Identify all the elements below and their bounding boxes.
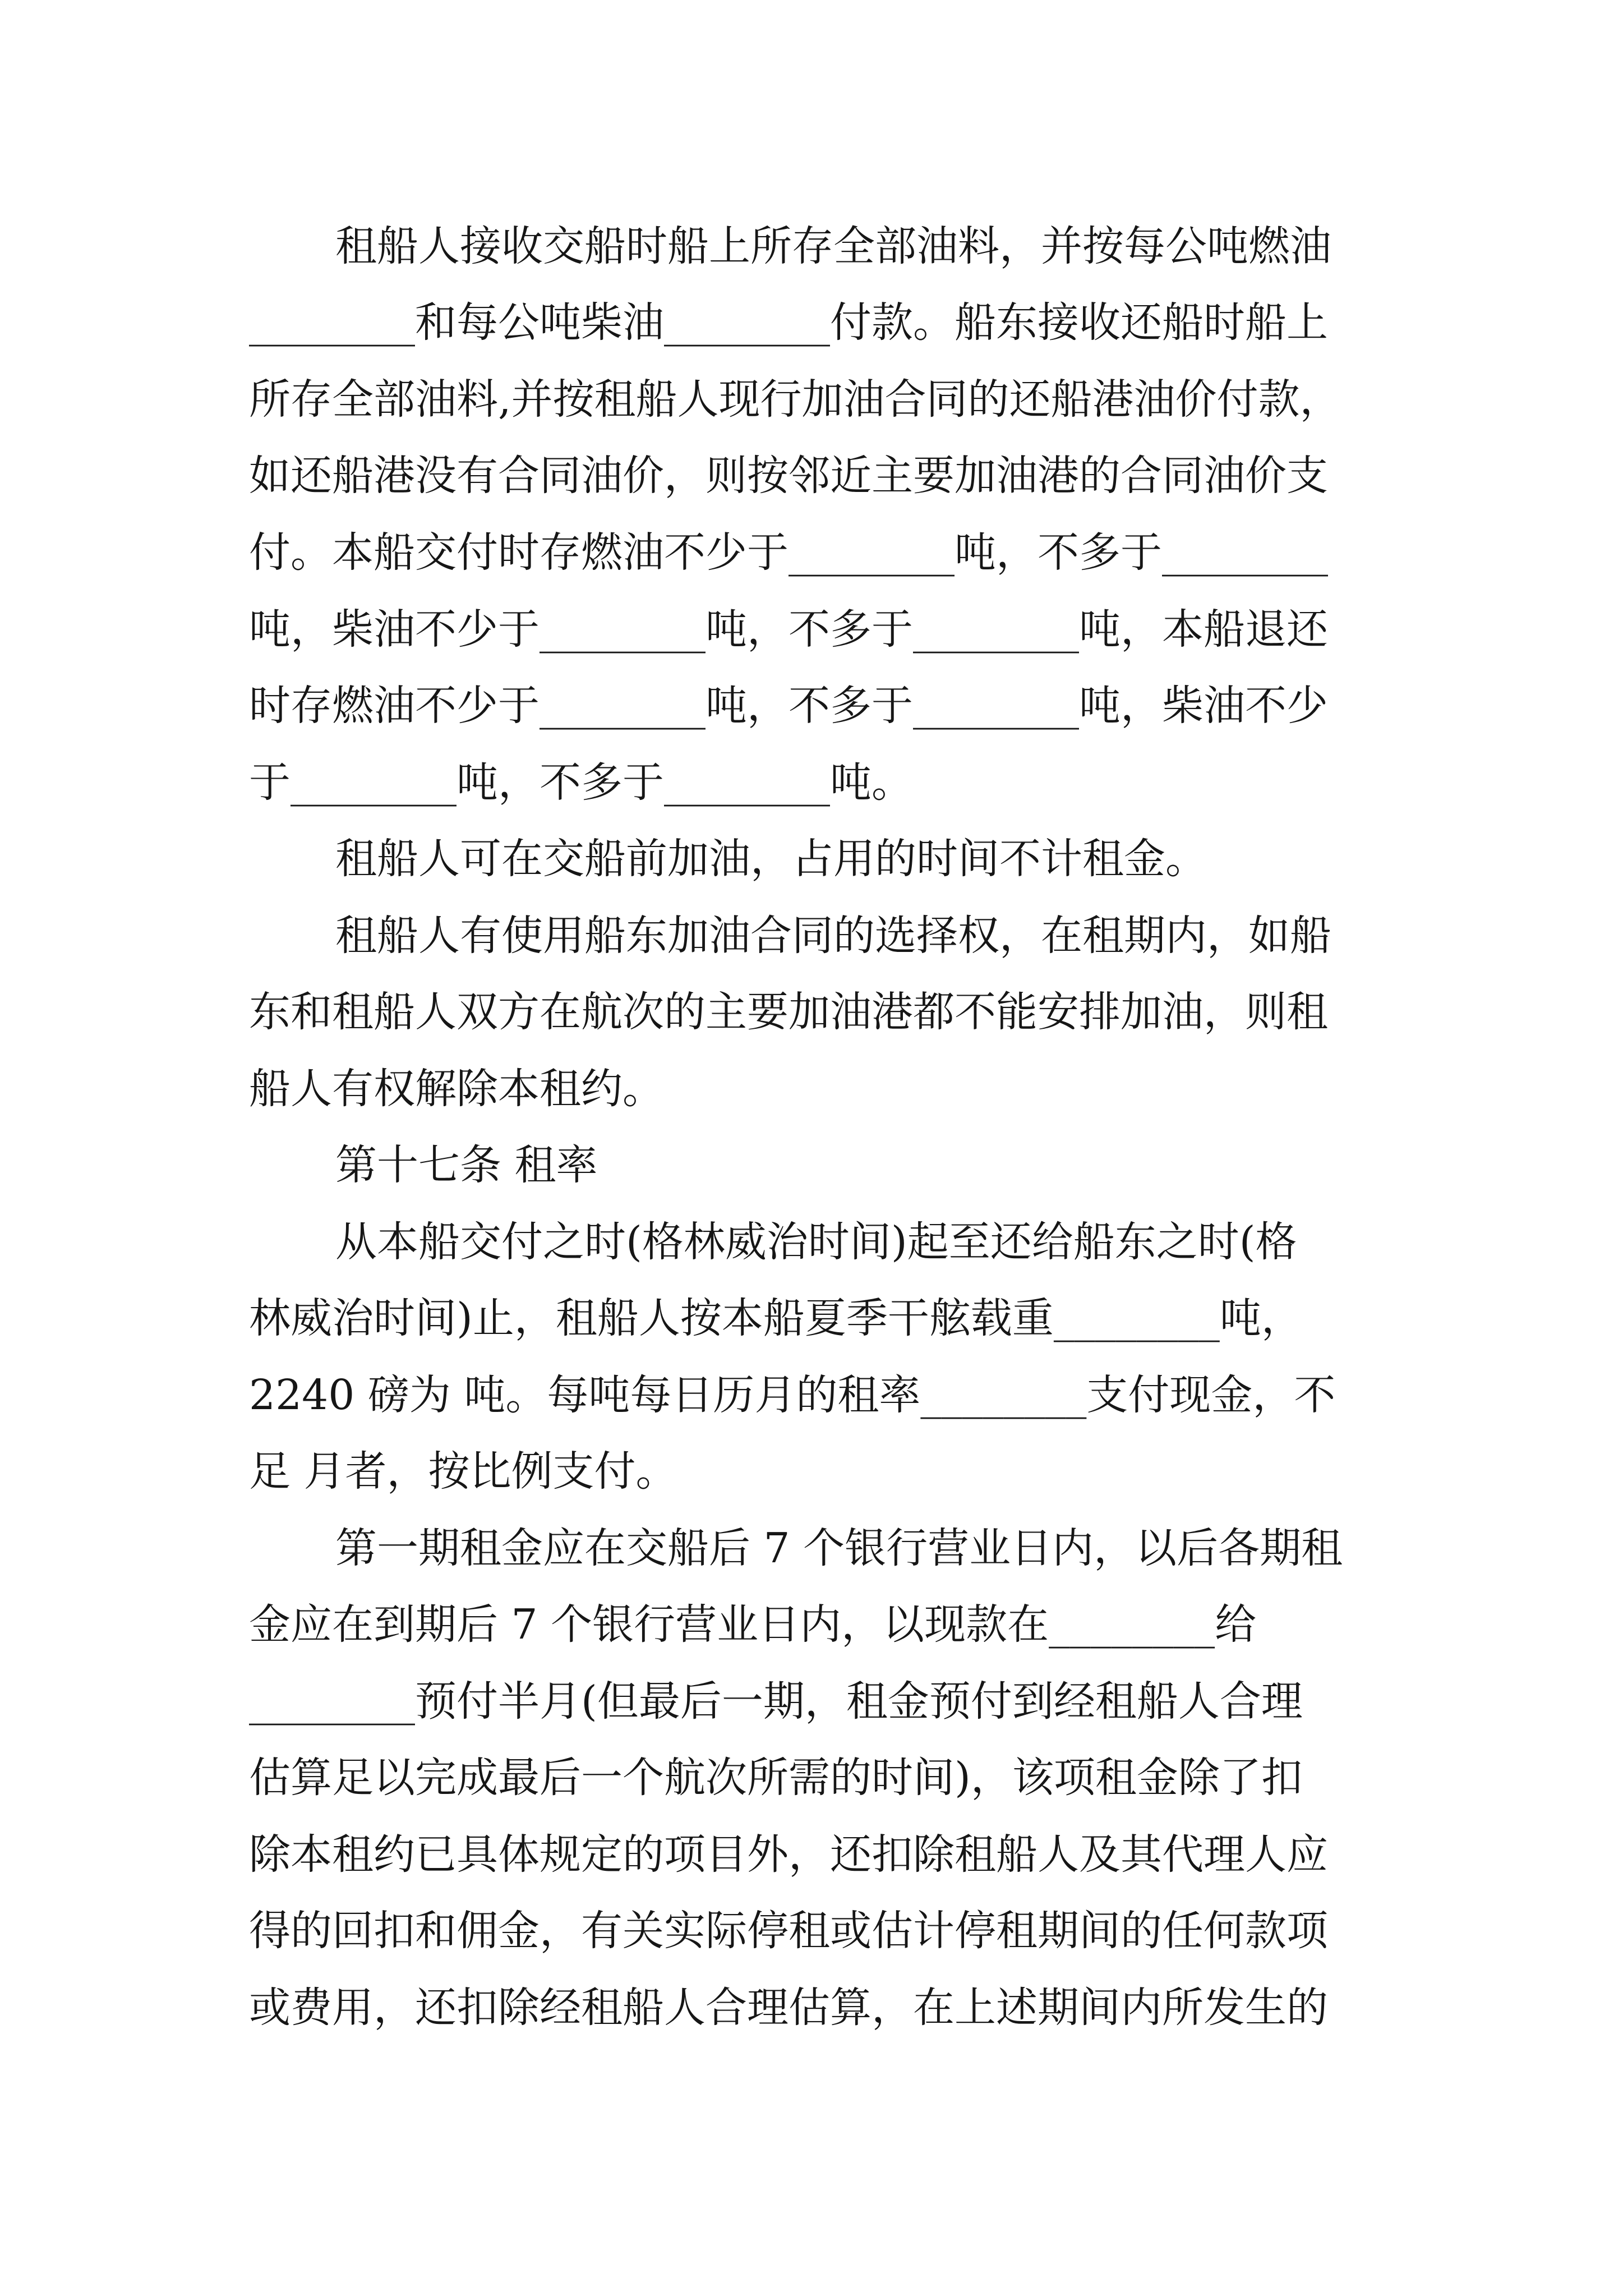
text-line: 林威治时间)止，租船人按本船夏季干舷载重________吨，: [249, 1294, 1303, 1342]
text-line: 第一期租金应在交船后 7 个银行营业日内，以后各期租: [335, 1524, 1343, 1572]
text-line: 付。本船交付时存燃油不少于________吨，不多于________: [249, 528, 1328, 577]
text-line: 或费用，还扣除经租船人合理估算，在上述期间内所发生的: [249, 1984, 1328, 2032]
text-line: 于________吨，不多于________吨。: [249, 758, 913, 807]
text-line: 金应在到期后 7 个银行营业日内，以现款在________给: [249, 1600, 1257, 1649]
text-line: 得的回扣和佣金，有关实际停租或估计停租期间的任何款项: [249, 1907, 1328, 1955]
text-line: 从本船交付之时(格林威治时间)起至还给船东之时(格: [335, 1218, 1297, 1266]
text-line: 时存燃油不少于________吨，不多于________吨，柴油不少: [249, 682, 1328, 730]
text-line: 船人有权解除本租约。: [249, 1065, 664, 1113]
text-line: 足 月者，按比例支付。: [249, 1447, 677, 1496]
text-line: 吨，柴油不少于________吨，不多于________吨，本船退还: [249, 605, 1328, 654]
section-heading: 第十七条 租率: [335, 1141, 598, 1189]
text-line: 如还船港没有合同油价，则按邻近主要加油港的合同油价支: [249, 452, 1328, 500]
text-line: 2240 磅为 吨。每吨每日历月的租率________支付现金，不: [249, 1371, 1336, 1419]
text-line: 估算足以完成最后一个航次所需的时间)，该项租金除了扣: [249, 1754, 1303, 1802]
text-line: ________和每公吨柴油________付款。船东接收还船时船上: [249, 298, 1328, 347]
text-line: ________预付半月(但最后一期，租金预付到经租船人合理: [249, 1677, 1303, 1726]
text-line: 所存全部油料,并按租船人现行加油合同的还船港油价付款，: [249, 375, 1341, 424]
text-line: 租船人接收交船时船上所存全部油料，并按每公吨燃油: [335, 222, 1331, 270]
text-line: 东和租船人双方在航次的主要加油港都不能安排加油，则租: [249, 988, 1328, 1036]
text-line: 租船人有使用船东加油合同的选择权，在租期内，如船: [335, 912, 1331, 960]
text-line: 除本租约已具体规定的项目外，还扣除租船人及其代理人应: [249, 1830, 1328, 1879]
text-line: 租船人可在交船前加油，占用的时间不计租金。: [335, 835, 1207, 883]
